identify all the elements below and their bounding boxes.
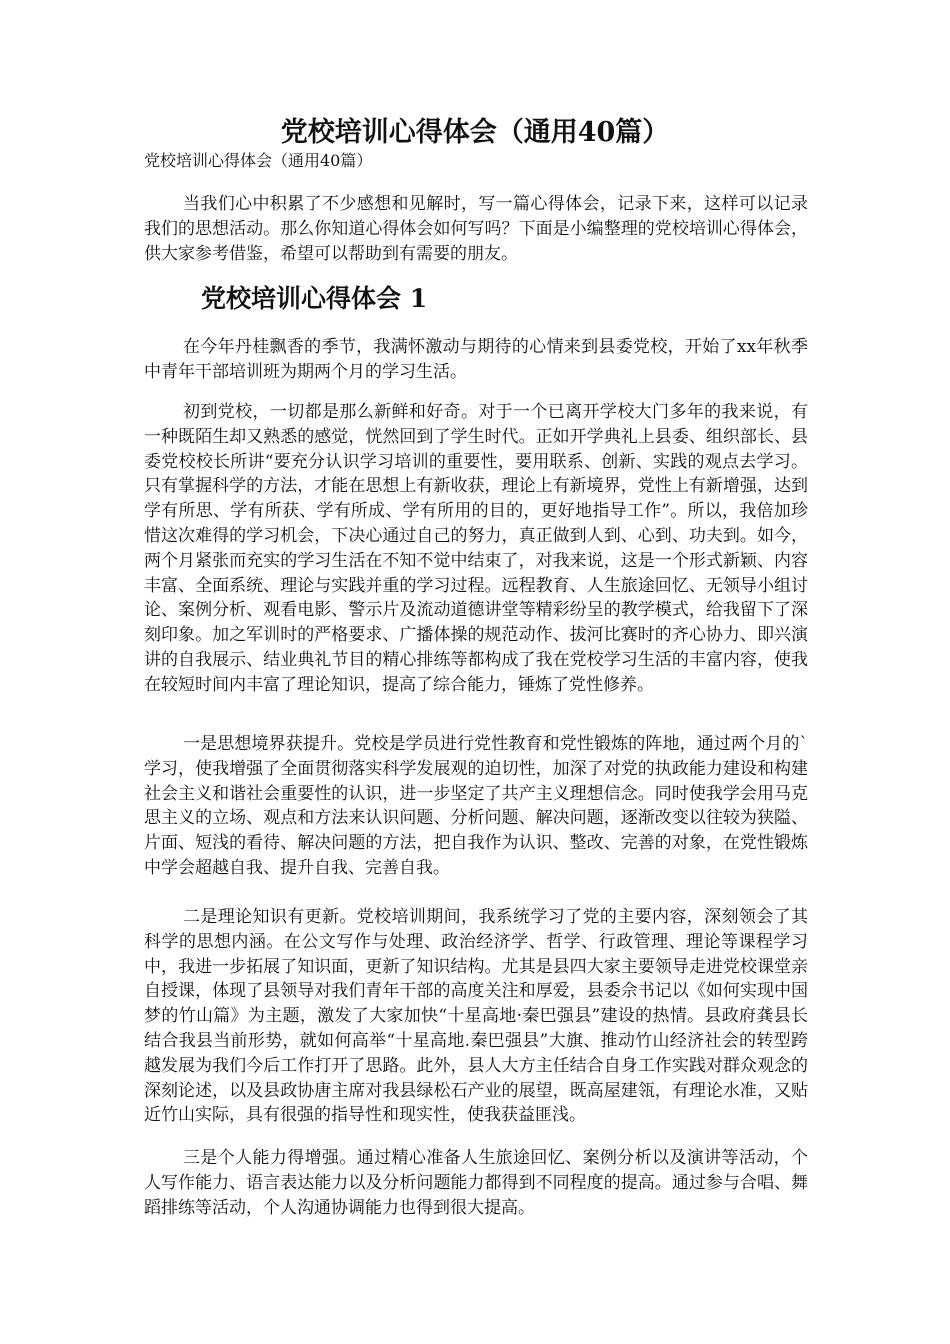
section-heading: 党校培训心得体会 1	[201, 284, 428, 313]
intro-paragraph: 当我们心中积累了不少感想和见解时，写一篇心得体会，记录下来，这样可以记录我们的思想活动。那么你知道心得体会如何写吗？下面是小编整理的党校培训心得体会，供大家参考借鉴，希望可以帮助到有需要的朋友。	[144, 194, 808, 264]
body-paragraph: 在今年丹桂飘香的季节，我满怀激动与期待的心情来到县委党校，开始了xx年秋季中青年干部培训班为期两个月的学习生活。	[144, 337, 808, 382]
body-paragraph: 二是理论知识有更新。党校培训期间，我系统学习了党的主要内容，深刻领会了其科学的思想内涵。在公文写作与处理、政治经济学、哲学、行政管理、理论等课程学习中，我进一步拓展了知识面，更新了知识结构。尤其是县四大家主要领导走进党校课堂亲自授课，体现了县领导对我们青年干部的高度关注和厚爱，县委佘书记以《如何实现中国梦的竹山篇》为主题，激发了大家加快“十星高地·秦巴强县”建设的热情。县政府龚县长结合我县当前形势，就如何高举“十星高地.秦巴强县”大旗、推动竹山经济社会的转型跨越发展为我们今后工作打开了思路。此外，县人大方主任结合自身工作实践对群众观念的深刻论述，以及县政协唐主席对我县绿松石产业的展望，既高屋建瓴，有理论水准，又贴近竹山实际，具有很强的指导性和现实性，使我获益匪浅。	[144, 907, 808, 1126]
body-paragraph: 三是个人能力得增强。通过精心准备人生旅途回忆、案例分析以及演讲等活动，个人写作能力、语言表达能力以及分析问题能力都得到不同程度的提高。通过参与合唱、舞蹈排练等活动，个人沟通协调能力也得到很大提高。	[144, 1148, 808, 1218]
body-paragraph: 一是思想境界获提升。党校是学员进行党性教育和党性锻炼的阵地，通过两个月的`学习，使我增强了全面贯彻落实科学发展观的迫切性，加深了对党的执政能力建设和构建社会主义和谐社会重要性的认识，进一步坚定了共产主义理想信念。同时使我学会用马克思主义的立场、观点和方法来认识问题、分析问题、解决问题，逐渐改变以往较为狭隘、片面、短浅的看待、解决问题的方法，把自我作为认识、整改、完善的对象，在党性锻炼中学会超越自我、提升自我、完善自我。	[144, 734, 808, 878]
body-paragraph: 初到党校，一切都是那么新鲜和好奇。对于一个已离开学校大门多年的我来说，有一种既陌生却又熟悉的感觉，恍然回到了学生时代。正如开学典礼上县委、组织部长、县委党校校长所讲“要充分认识学习培训的重要性，要用联系、创新、实践的观点去学习。只有掌握科学的方法，才能在思想上有新收获，理论上有新境界，党性上有新增强，达到学有所思、学有所获、学有所成、学有所用的目的，更好地指导工作”。所以，我倍加珍惜这次难得的学习机会，下决心通过自己的努力，真正做到人到、心到、功夫到。如今，两个月紧张而充实的学习生活在不知不觉中结束了，对我来说，这是一个形式新颖、内容丰富、全面系统、理论与实践并重的学习过程。远程教育、人生旅途回忆、无领导小组讨论、案例分析、观看电影、警示片及流动道德讲堂等精彩纷呈的教学模式，给我留下了深刻印象。加之军训时的严格要求、广播体操的规范动作、拔河比赛时的齐心协力、即兴演讲的自我展示、结业典礼节目的精心排练等都构成了我在党校学习生活的丰富内容，使我在较短时间内丰富了理论知识，提高了综合能力，锤炼了党性修养。	[144, 402, 808, 695]
document-title: 党校培训心得体会（通用40篇）	[280, 117, 670, 148]
document-subtitle: 党校培训心得体会（通用40篇）	[144, 151, 373, 170]
